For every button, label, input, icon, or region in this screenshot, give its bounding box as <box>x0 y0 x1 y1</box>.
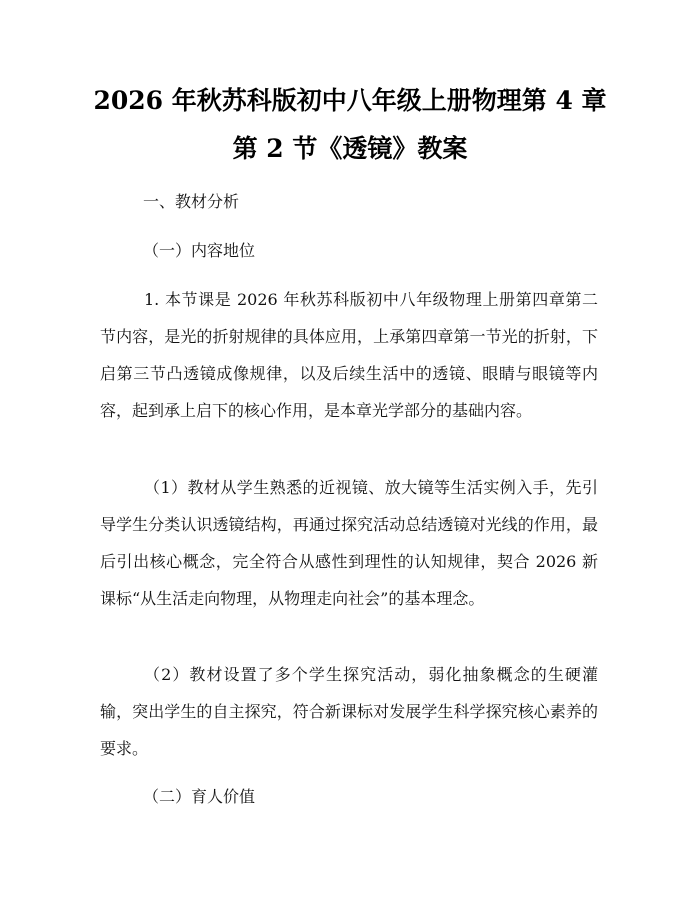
paragraph-lesson-position: 1. 本节课是 2026 年秋苏科版初中八年级物理上册第四章第二节内容，是光的折射规律的具体应用，上承第四章第一节光的折射，下启第三节凸透镜成像规律，以及后续生活中的透镜、眼睛与眼镜等内容，起到承上启下的核心作用，是本章光学部分的基础内容。 <box>100 290 598 420</box>
document-title-line-1: 2026 年秋苏科版初中八年级上册物理第 4 章 <box>93 86 607 115</box>
paragraph-inquiry-activities: （2）教材设置了多个学生探究活动，弱化抽象概念的生硬灌输，突出学生的自主探究，符合新课标对发展学生科学探究核心素养的要求。 <box>100 665 598 758</box>
document-title-line-2: 第 2 节《透镜》教案 <box>232 134 468 163</box>
paragraph-textbook-structure: （1）教材从学生熟悉的近视镜、放大镜等生活实例入手，先引导学生分类认识透镜结构，再通过探究活动总结透镜对光线的作用，最后引出核心概念，完全符合从感性到理性的认知规律，契合 2026 新课标“从生活走向物理，从物理走向社会”的基本理念。 <box>100 478 598 608</box>
subsection-heading-content-position: （一）内容地位 <box>143 241 256 260</box>
section-heading-textbook-analysis: 一、教材分析 <box>143 192 240 211</box>
subsection-heading-educational-value: （二）育人价值 <box>143 787 256 806</box>
